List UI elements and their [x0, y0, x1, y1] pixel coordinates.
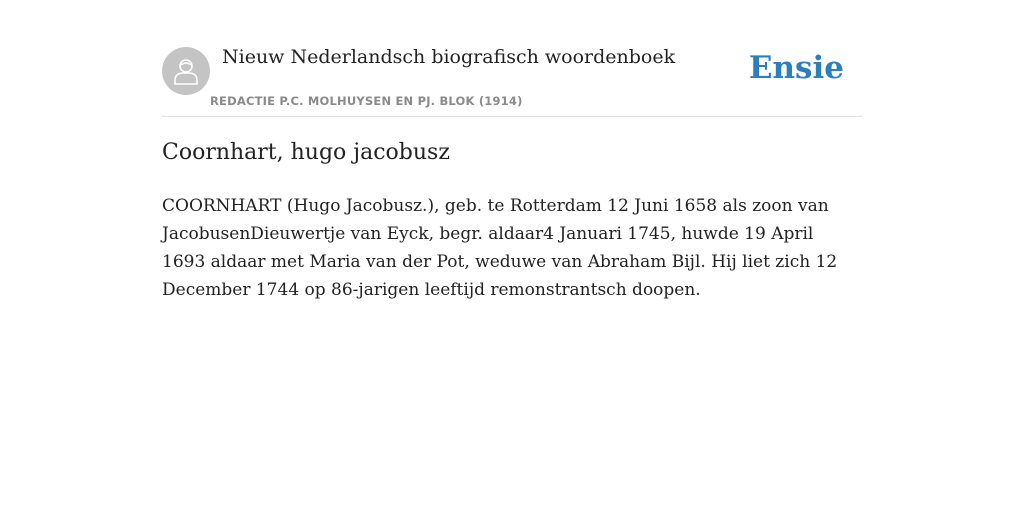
source-header [162, 38, 862, 117]
editors-line: REDACTIE P.C. MOLHUYSEN EN PJ. BLOK (1914) [210, 94, 523, 108]
user-silhouette-icon [172, 56, 200, 86]
avatar [162, 47, 210, 95]
ensie-logo[interactable]: Ensie [748, 50, 844, 86]
entry-title: Coornhart, hugo jacobusz [162, 140, 450, 165]
entry-body: COORNHART (Hugo Jacobusz.), geb. te Rotterdam 12 Juni 1658 als zoon van JacobusenDieuwertje van Eyck, begr. aldaar4 Januari 1745, huwde 19 April 1693 aldaar met Maria van der Pot, weduwe van Abraham Bijl. Hij liet zich 12 December 1744 op 86-jarigen leeftijd remonstrantsch doopen. [162, 196, 838, 300]
book-title[interactable]: Nieuw Nederlandsch biografisch woordenboek [222, 46, 676, 68]
